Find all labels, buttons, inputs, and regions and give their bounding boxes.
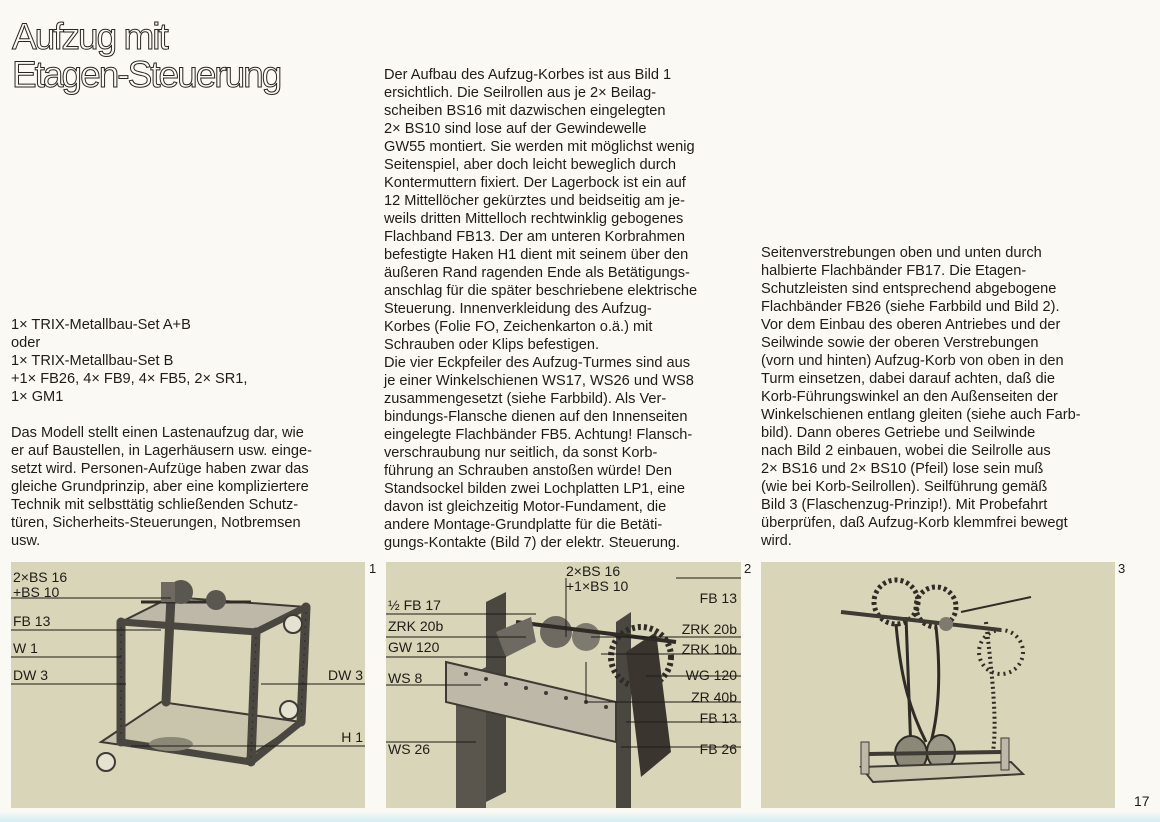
figure-label: FB 26 [699, 741, 737, 757]
parts-list-line: 1× TRIX-Metallbau-Set B [11, 353, 174, 369]
figure-label: W 1 [13, 640, 38, 656]
figure-label: DW 3 [328, 667, 363, 683]
figure-2-upper-drive [386, 562, 741, 808]
figure-number: 1 [369, 561, 377, 576]
parts-list-line: oder [11, 335, 41, 351]
figure-3-pulley-diagram [761, 562, 1115, 808]
assembly-text: Der Aufbau des Aufzug-Korbes ist aus Bild 1 ersichtlich. Die Seilrollen aus je 2× Beilag- scheiben BS16 mit dazwischen eingelegten 2× BS10 sind lose auf der Gewindewelle GW55 montiert. Sie werden mit möglichst wenig Seitenspiel, aber doch leicht beweglich durch Kontermuttern fixiert. Der Lagerbock ist ein auf 12 Mittellöcher gekürztes und beidseitig am je- weils dritten Mittelloch rechtwinklig gebogenes Flachband FB13. Der am unteren Korbrahmen befestigte Haken H1 dient mit seinem über den äußeren Rand ragenden Ende als Betätigungs- anschlag für die später beschriebene elektrische Steuerung. Innenverkleidung des Aufzug- Korbes (Folie FO, Zeichenkarton o.ä.) mit Schrauben oder Klips befestigen. Die vier Eckpfeiler des Aufzug-Turmes sind aus je einer Winkelschienen WS17, WS26 und WS8 zusammengesetzt (siehe Farbbild). Als Ver- bindungs-Flansche dienen auf den Innenseiten eingelegte Flachbänder FB5. Achtung! Flansch- verschraubung nur seitlich, da sonst Korb- führung an Schrauben anstoßen würde! Den Standsockel bilden zwei Lochplatten LP1, eine davon ist gleichzeitig Motor-Fundament, die andere Montage-Grundplatte für die Betäti- gungs-Kontakte (Bild 7) der elektr. Steuerung. [384, 67, 698, 551]
figure-label: ZR 40b [691, 689, 737, 705]
page-title [12, 18, 280, 94]
figure-label: WS 26 [388, 741, 431, 757]
figure-label: 2×BS 16 +1×BS 10 [566, 563, 629, 594]
figure-label: GW 120 [388, 639, 440, 655]
intro-paragraph: Das Modell stellt einen Lastenaufzug dar, wie er auf Baustellen, in Lagerhäusern usw. einge- setzt wird. Personen-Aufzüge haben zwar das gleiche Grundprinzip, aber eine kompliziertere Technik mit selbsttätig schließenden Schutz- türen, Sicherheits-Steuerungen, Notbremsen usw. [11, 425, 312, 549]
parts-list-line: 1× GM1 [11, 389, 64, 405]
title-line-2: Etagen-Steuerung [12, 54, 281, 95]
figure-label: ½ FB 17 [388, 597, 441, 613]
figure-label: ZRK 10b [681, 641, 737, 657]
paragraph-gap [11, 406, 356, 424]
figure-label: WG 120 [685, 667, 737, 683]
figure-number: 3 [1118, 561, 1126, 576]
figure-label: FB 13 [699, 590, 737, 606]
figure-label: WS 8 [388, 670, 423, 686]
figure-1-elevator-cage [11, 562, 365, 808]
right-column [761, 244, 1111, 550]
middle-column [384, 66, 746, 552]
figure-label: FB 13 [699, 710, 737, 726]
figure-label: ZRK 20b [388, 618, 444, 634]
page-edge [0, 812, 1160, 822]
figure-number: 2 [744, 561, 752, 576]
page-number: 17 [1134, 793, 1150, 809]
figure-label: DW 3 [13, 667, 48, 683]
title-line-1: Aufzug mit [12, 16, 167, 57]
left-column [11, 316, 356, 550]
parts-list-line: +1× FB26, 4× FB9, 4× FB5, 2× SR1, [11, 371, 248, 387]
figure-label: 2×BS 16 +BS 10 [13, 569, 68, 600]
assembly-text-continued: Seitenverstrebungen oben und unten durch halbierte Flachbänder FB17. Die Etagen- Schutzleisten sind entsprechend abgebogene Flachbänder FB26 (siehe Farbbild und Bild 2). Vor dem Einbau des oberen Antriebes und der Seilwinde sowie der oberen Verstrebungen (vorn und hinten) Aufzug-Korb von oben in den Turm einsetzen, dabei darauf achten, daß die Korb-Führungswinkel an den Außenseiten der Winkelschienen entlang gleiten (siehe auch Farb- bild). Dann oberes Getriebe und Seilwinde nach Bild 2 einbauen, wobei die Seilrolle aus 2× BS16 und 2× BS10 (Pfeil) lose sein muß (wie bei Korb-Seilrollen). Seilführung gemäß Bild 3 (Flaschenzug-Prinzip!). Mit Probefahrt überprüfen, daß Aufzug-Korb klemmfrei bewegt wird. [761, 245, 1081, 549]
figure-label: H 1 [341, 729, 363, 745]
parts-list-line: 1× TRIX-Metallbau-Set A+B [11, 317, 191, 333]
pulley-illustration [761, 562, 1115, 808]
figure-label: ZRK 20b [681, 621, 737, 637]
figure-label: FB 13 [13, 613, 51, 629]
